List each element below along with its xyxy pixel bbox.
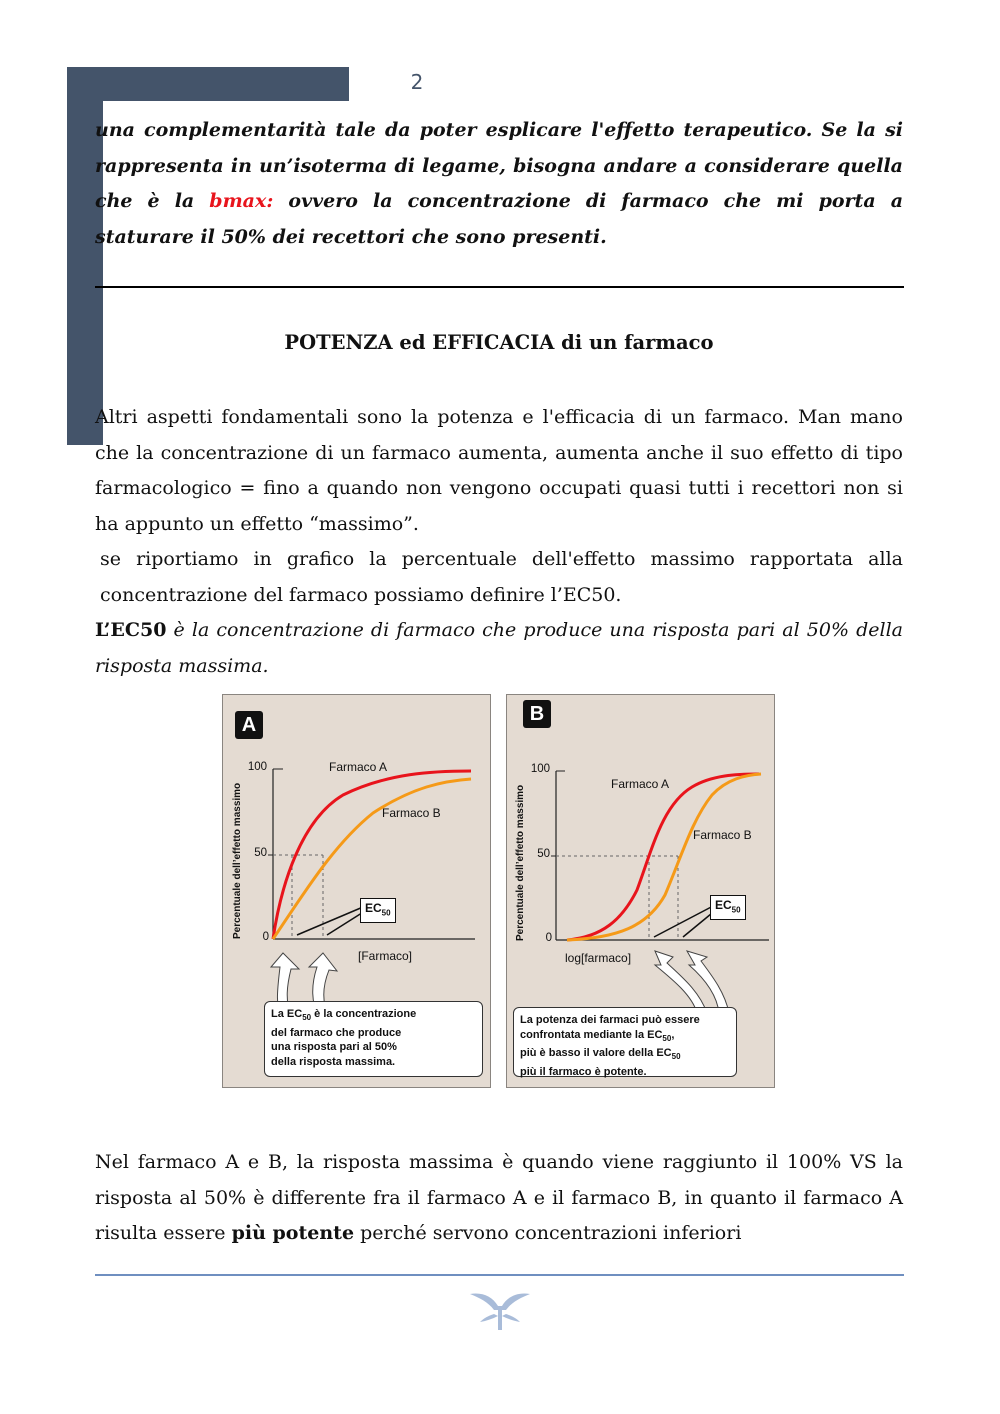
note-line-4: più il farmaco è potente. (520, 1065, 647, 1078)
panel-b-ytick-0: 0 (545, 932, 552, 944)
panel-a-ec50-box (360, 898, 396, 923)
ec50-definition: è la concentrazione di farmaco che produce una risposta pari al 50% della risposta massima. (95, 619, 903, 677)
note-sub: 50 (671, 1052, 681, 1062)
panel-b-ec50-box (710, 895, 746, 920)
panel-b-xlabel: log[farmaco] (565, 951, 632, 965)
panel-b-legend-farmaco-b: Farmaco B (693, 828, 752, 842)
note-text: più è basso il valore della EC (520, 1047, 672, 1060)
note-text: è la concentrazione (311, 1008, 417, 1020)
note-text: La EC (271, 1008, 303, 1020)
ec-sub: 50 (381, 908, 391, 918)
panel-b-ytick-100: 100 (530, 763, 550, 775)
section-divider (95, 286, 904, 288)
note-line-3 (520, 1046, 730, 1065)
body-text (95, 400, 903, 684)
ec-sub: 50 (731, 905, 741, 915)
panel-b-note (513, 1007, 737, 1077)
note-line-2: del farmaco che produce (271, 1026, 402, 1039)
note-text: confrontata mediante la EC (520, 1028, 663, 1041)
ec-arrow-a (654, 905, 715, 937)
note-sub: 50 (302, 1013, 312, 1023)
intro-text: una complementarità tale da poter esplicare l'effetto terapeutico. Se la si rappresenta in un’isoterma di legame, bisogna andare a considerare quella che è la (95, 119, 903, 212)
paragraph-4-text-end: perché servono concentrazioni inferiori (354, 1222, 742, 1244)
paragraph-4-text: Nel farmaco A e B, la risposta massima è quando viene raggiunto il 100% VS la risposta al 50% è differente fra il farmaco A e il farmaco B, in quanto il farmaco A risulta essere (95, 1151, 903, 1244)
paragraph-3 (95, 613, 903, 684)
paragraph-1: Altri aspetti fondamentali sono la potenza e l'efficacia di un farmaco. Man mano che la concentrazione di un farmaco aumenta, aumenta anche il suo effetto di tipo farmacologico = fino a quando non vengono occupati quasi tutti i recettori non si ha appunto un effetto “massimo”. (95, 406, 903, 535)
panel-a-ytick-50: 50 (254, 847, 267, 859)
note-line-3: una risposta pari al 50% (271, 1041, 397, 1054)
panel-a-legend-farmaco-b: Farmaco B (382, 806, 441, 820)
section-heading: POTENZA ed EFFICACIA di un farmaco (284, 331, 714, 354)
panel-a-ytick-100: 100 (247, 761, 267, 773)
piu-potente-emphasis: più potente (231, 1222, 355, 1244)
panel-a-badge: A (235, 711, 263, 739)
paragraph-4 (95, 1145, 903, 1252)
intro-text-end: ovvero la concentrazione di farmaco che mi porta a staturare il 50% dei recettori che sono presenti. (95, 190, 904, 248)
footer-logo-icon (468, 1288, 532, 1334)
note-text: , (671, 1028, 675, 1041)
panel-a-ytick-0: 0 (262, 931, 269, 943)
panel-b-badge: B (523, 700, 551, 728)
panel-a-note (264, 1001, 483, 1077)
panel-b-legend-farmaco-a: Farmaco A (611, 777, 670, 791)
note-line-1 (271, 1007, 476, 1026)
note-sub: 50 (662, 1033, 672, 1043)
ec-arrow-a (297, 907, 363, 935)
figure-panel-a (222, 694, 491, 1088)
note-line-4: della risposta massima. (271, 1055, 396, 1068)
header-accent-bar (67, 67, 349, 101)
paragraph-2: se riportiamo in grafico la percentuale dell'effetto massimo rapportata alla concentrazione del farmaco possiamo definire l’EC50. (100, 548, 903, 606)
body-text-bottom (95, 1145, 903, 1252)
page-number: 2 (410, 70, 424, 94)
intro-paragraph (95, 113, 903, 255)
ec50-term: L’EC50 (95, 619, 167, 641)
ec-text: EC (715, 898, 732, 912)
footer-rule (95, 1274, 904, 1276)
panel-b-ylabel: Percentuale dell’effetto massimo (515, 784, 526, 941)
note-line-1: La potenza dei farmaci può essere (520, 1014, 700, 1026)
bmax-highlight: bmax: (209, 190, 274, 212)
panel-a-xlabel: [Farmaco] (358, 949, 413, 963)
note-line-2 (520, 1028, 730, 1047)
ec-text: EC (365, 901, 382, 915)
panel-b-ytick-50: 50 (537, 848, 550, 860)
figure-panel-b (506, 694, 775, 1088)
panel-a-legend-farmaco-a: Farmaco A (329, 760, 388, 774)
panel-a-ylabel: Percentuale dell’effetto massimo (232, 782, 243, 939)
